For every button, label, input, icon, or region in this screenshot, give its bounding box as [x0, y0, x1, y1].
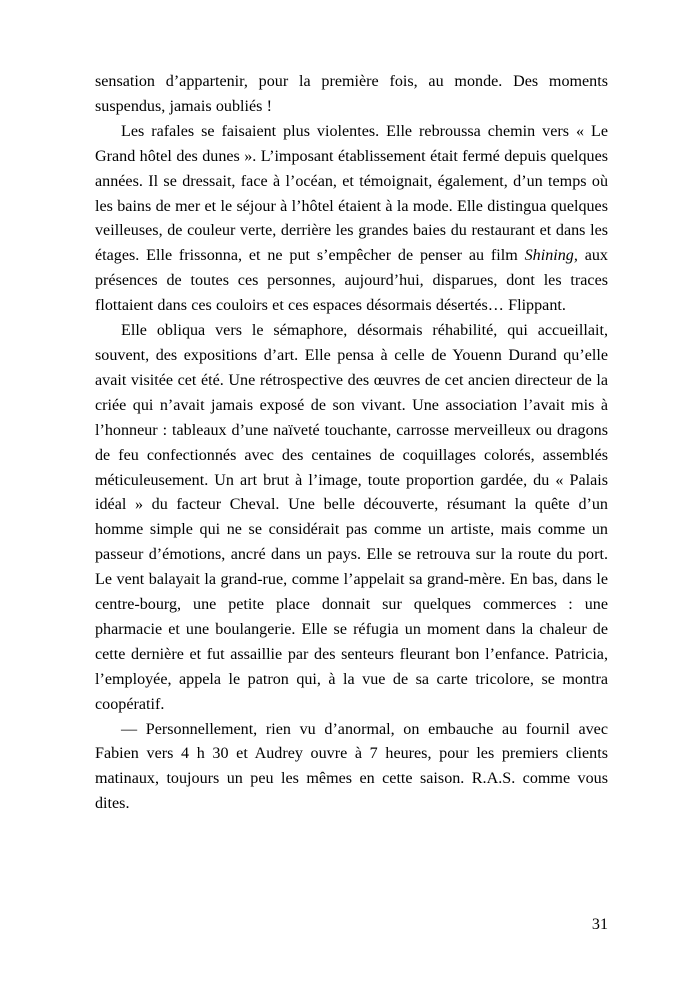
paragraph-continuation: sensation d’appartenir, pour la première fois, au monde. Des moments suspendus, jamais oubliés ! — [95, 73, 608, 115]
page-number: 31 — [591, 916, 608, 933]
paragraph-text-after-italic: aux présences de toutes ces personnes, aujourd’hui, disparues, dont les traces flottaient dans ces couloirs et ces espaces désormais désertés… Flippant. — [95, 247, 608, 315]
paragraph-les-rafales — [95, 120, 608, 319]
paragraph-dialogue-personnellement: — Personnellement, rien vu d’anormal, on embauche au fournil avec Fabien vers 4 h 30 et Audrey ouvre à 7 heures, pour les premiers clients matinaux, toujours un peu les mêmes en cette saison. R.A.S. comme vous dites. — [95, 720, 608, 813]
body-text-column — [95, 70, 608, 817]
paragraph-elle-obliqua: Elle obliqua vers le sémaphore, désormais réhabilité, qui accueillait, souvent, des expositions d’art. Elle pensa à celle de Youenn Durand qu’elle avait visitée cet été. Une rétrospective des œuvres de cet ancien directeur de la criée qui n’avait jamais exposé de son vivant. Une association l’avait mis à l’honneur : tableaux d’une naïveté touchante, carrosse merveilleux ou dragons de feu confectionnés avec des centaines de coquillages colorés, assemblés méticuleusement. Un art brut à l’image, toute proportion gardée, du « Palais idéal » du facteur Cheval. Une belle découverte, résumant la quête d’un homme simple qui ne se considérait pas comme un artiste, mais comme un passeur d’émotions, ancré dans un pays. Elle se retrouva sur la route du port. Le vent balayait la grand-rue, comme l’appelait sa grand-mère. En bas, dans le centre-bourg, une petite place donnait sur quelques commerces : une pharmacie et une boulangerie. Elle se réfugia un moment dans la chaleur de cette dernière et fut assaillie par des senteurs fleurant bon l’enfance. Patricia, l’employée, appela le patron qui, à la vue de sa carte tricolore, se montra coopératif. — [95, 322, 608, 713]
paragraph-text-before-italic: Les rafales se faisaient plus violentes. Elle rebroussa chemin vers « Le Grand hôtel des dunes ». L’imposant établissement était fermé depuis quelques années. Il se dressait, face à l’océan, et témoignait, également, d’un temps où les bains de mer et le séjour à l’hôtel étaient à la mode. Elle distingua quelques veilleuses, de couleur verte, derrière les grandes baies du restaurant et dans les étages. Elle frissonna, et ne put s’empêcher de penser au film — [95, 122, 608, 265]
film-title-shining: Shining, — [524, 247, 578, 265]
